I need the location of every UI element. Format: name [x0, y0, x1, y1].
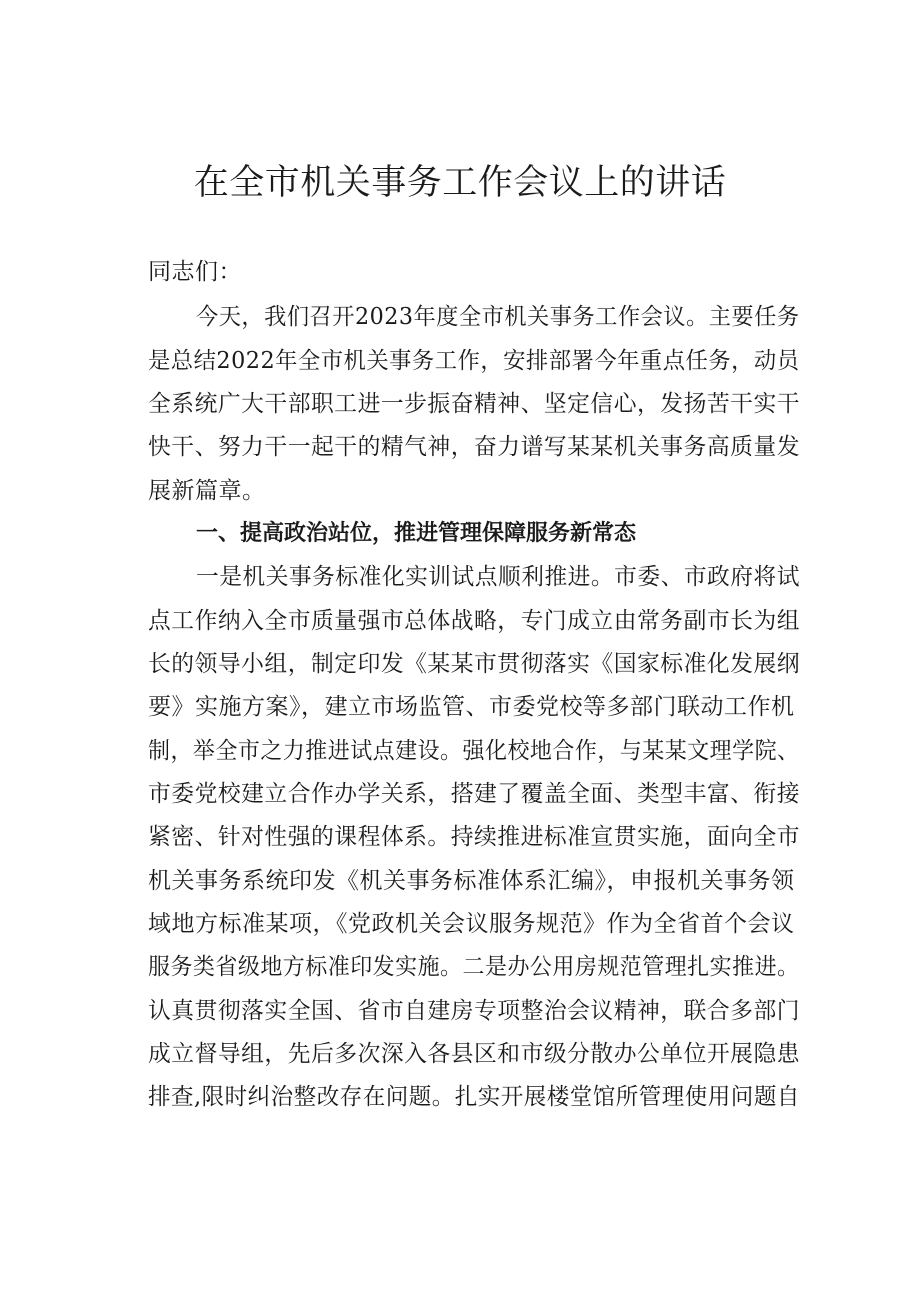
paragraph-line: 紧密、针对性强的课程体系。持续推进标准宣贯实施，面向全市	[148, 824, 801, 850]
paragraph-line: 展新篇章。	[148, 478, 266, 504]
paragraph-line: 成立督导组，先后多次深入各县区和市级分散办公单位开展隐患	[148, 1041, 801, 1067]
paragraph-line: 排查,限时纠治整改存在问题。扎实开展楼堂馆所管理使用问题自	[148, 1084, 800, 1110]
paragraph-line: 点工作纳入全市质量强市总体战略，专门成立由常务副市长为组	[148, 608, 801, 634]
paragraph-line: 快干、努力干一起干的精气神，奋力谱写某某机关事务高质量发	[148, 434, 801, 460]
section-heading: 一、提高政治站位，推进管理保障服务新常态	[196, 521, 637, 546]
paragraph-line: 市委党校建立合作办学关系，搭建了覆盖全面、类型丰富、衔接	[148, 781, 801, 807]
paragraph-line: 一是机关事务标准化实训试点顺利推进。市委、市政府将试	[196, 564, 800, 590]
paragraph-line: 全系统广大干部职工进一步振奋精神、坚定信心，发扬苦干实干	[148, 391, 801, 417]
paragraph-line: 服务类省级地方标准印发实施。二是办公用房规范管理扎实推进。	[148, 954, 800, 980]
paragraph-line: 认真贯彻落实全国、省市自建房专项整治会议精神，联合多部门	[148, 998, 801, 1024]
paragraph-line: 长的领导小组，制定印发《某某市贯彻落实《国家标准化发展纲	[148, 651, 801, 677]
document-title: 在全市机关事务工作会议上的讲话	[193, 163, 727, 203]
paragraph-line: 机关事务系统印发《机关事务标准体系汇编》，申报机关事务领	[148, 868, 795, 894]
paragraph-line: 域地方标准某项，《党政机关会议服务规范》作为全省首个会议	[148, 911, 795, 937]
paragraph-line: 今天，我们召开2023年度全市机关事务工作会议。主要任务	[196, 304, 800, 330]
paragraph-line: 是总结2022年全市机关事务工作，安排部署今年重点任务，动员	[148, 348, 800, 374]
paragraph-line: 要》实施方案》，建立市场监管、市委党校等多部门联动工作机	[148, 694, 795, 720]
paragraph-line: 制，举全市之力推进试点建设。强化校地合作，与某某文理学院、	[148, 738, 800, 764]
salutation: 同志们：	[148, 259, 242, 285]
